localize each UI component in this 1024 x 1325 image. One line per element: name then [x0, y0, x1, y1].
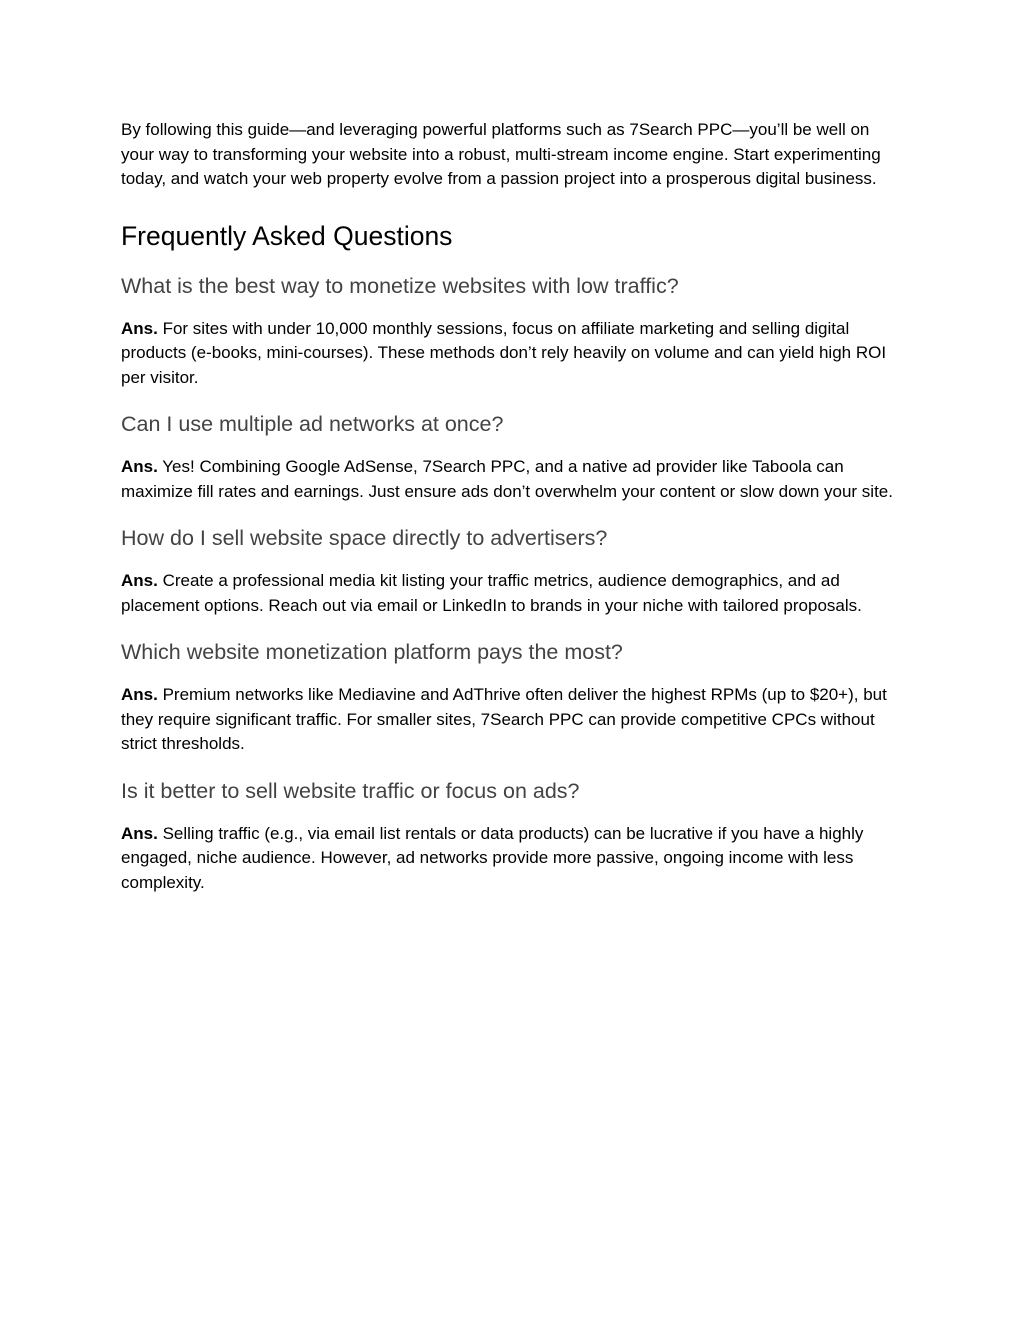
faq-answer	[121, 569, 906, 618]
answer-label: Ans.	[121, 685, 158, 704]
answer-text: Premium networks like Mediavine and AdThrive often deliver the highest RPMs (up to $20+), but they require significant traffic. For smaller sites, 7Search PPC can provide competitive CPCs without strict thresholds.	[121, 685, 887, 753]
faq-item	[121, 638, 906, 757]
intro-paragraph: By following this guide—and leveraging powerful platforms such as 7Search PPC—you’ll be well on your way to transforming your website into a robust, multi-stream income engine. Start experimenting today, and watch your web property evolve from a passion project into a prosperous digital business.	[121, 120, 881, 188]
faq-question: How do I sell website space directly to advertisers?	[121, 526, 608, 550]
faq-answer	[121, 455, 906, 504]
answer-label: Ans.	[121, 318, 158, 338]
faq-answer	[121, 683, 906, 757]
answer-label: Ans.	[121, 823, 158, 843]
faq-question: Can I use multiple ad networks at once?	[121, 412, 504, 436]
answer-text: For sites with under 10,000 monthly sessions, focus on affiliate marketing and selling digital products (e-books, mini-courses). These methods don’t rely heavily on volume and can yield high ROI per visitor.	[121, 318, 887, 387]
faq-answer	[121, 317, 906, 391]
answer-label: Ans.	[121, 571, 158, 590]
faq-question: What is the best way to monetize websites with low traffic?	[121, 273, 679, 298]
faq-question: Is it better to sell website traffic or focus on ads?	[121, 778, 580, 803]
answer-text: Yes! Combining Google AdSense, 7Search PPC, and a native ad provider like Taboola can maximize fill rates and earnings. Just ensure ads don’t overwhelm your content or slow down your site.	[121, 457, 893, 501]
faq-heading: Frequently Asked Questions	[121, 220, 453, 251]
faq-item	[121, 524, 906, 618]
faq-question: Which website monetization platform pays the most?	[121, 640, 623, 664]
faq-item	[121, 410, 906, 504]
faq-item	[121, 777, 906, 896]
answer-text: Create a professional media kit listing your traffic metrics, audience demographics, and ad placement options. Reach out via email or LinkedIn to brands in your niche with tailored proposals.	[121, 571, 862, 615]
faq-item	[121, 272, 906, 391]
answer-label: Ans.	[121, 457, 158, 476]
faq-answer	[121, 822, 906, 896]
answer-text: Selling traffic (e.g., via email list rentals or data products) can be lucrative if you have a highly engaged, niche audience. However, ad networks provide more passive, ongoing income with less complexity.	[121, 823, 864, 892]
document-page	[121, 118, 906, 895]
